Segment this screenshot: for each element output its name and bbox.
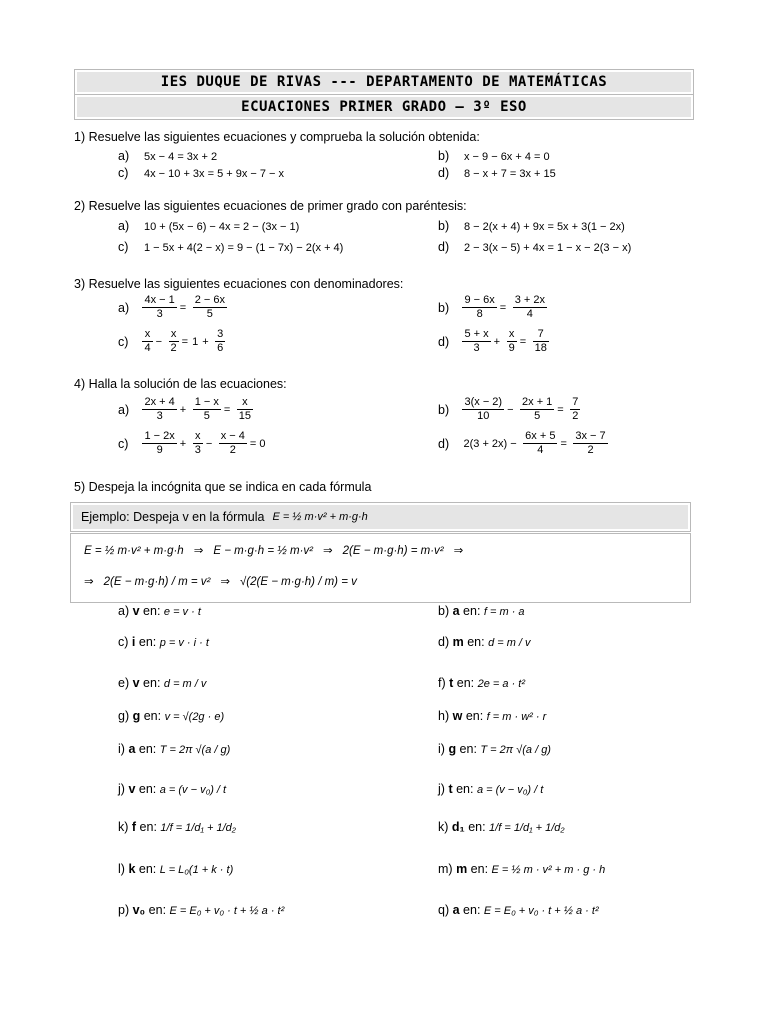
q5-item-h: h) w en: f = m · w² · r <box>438 709 547 723</box>
q5-item-k-d1: k) d₁ en: 1/f = 1/d₁ + 1/d₂ <box>438 820 565 834</box>
q2-item-c: c) 1 − 5x + 4(2 − x) = 9 − (1 − 7x) − 2(x + 4) <box>118 240 344 254</box>
q4-item-d: d) 2(3 + 2x) − $\frac{6x + 5}{4}$ = $\frac{3x - 7}{2}$ <box>438 430 606 456</box>
q5-item-m: m) m en: E = ½ m · v² + m · g · h <box>438 862 606 876</box>
q5-item-j-v: j) v en: a = (v − v₀) / t <box>118 782 227 796</box>
q3-item-a: a) $\frac{4x - 1}{3}$ = $\frac{2 - 6x}{5}$ <box>118 294 225 320</box>
q1-item-a: a) 5x − 4 = 3x + 2 <box>118 149 218 163</box>
question-1-title: 1) Resuelve las siguientes ecuaciones y comprueba la solución obtenida: <box>74 130 480 144</box>
q5-item-p: p) v₀ en: E = E₀ + v₀ · t + ½ a · t² <box>118 903 285 917</box>
q2-item-b: b) 8 − 2(x + 4) + 9x = 5x + 3(1 − 2x) <box>438 219 625 233</box>
question-2-title: 2) Resuelve las siguientes ecuaciones de primer grado con paréntesis: <box>74 199 467 213</box>
q5-item-j-t: j) t en: a = (v − v₀) / t <box>438 782 544 796</box>
example-header: Ejemplo: Despeja v en la fórmula E = ½ m·v² + m·g·h <box>70 502 691 532</box>
q2-item-a: a) 10 + (5x − 6) − 4x = 2 − (3x − 1) <box>118 219 300 233</box>
q3-item-d: d) $\frac{5 + x}{3}$ + $\frac{x}{9}$ = $\frac{7}{18}$ <box>438 328 547 354</box>
q4-item-c: c) $\frac{1 - 2x}{9}$ + $\frac{x}{3}$ − $\frac{x - 4}{2}$ = 0 <box>118 430 266 456</box>
q5-item-q: q) a en: E = E₀ + v₀ · t + ½ a · t² <box>438 903 599 917</box>
q1-item-c: c) 4x − 10 + 3x = 5 + 9x − 7 − x <box>118 166 285 180</box>
q3-item-c: c) $\frac{x}{4}$ − $\frac{x}{2}$ = 1 + $\frac{3}{6}$ <box>118 328 224 354</box>
q1-item-b: b) x − 9 − 6x + 4 = 0 <box>438 149 550 163</box>
q3-item-b: b) $\frac{9 - 6x}{8}$ = $\frac{3 + 2x}{4}$ <box>438 294 545 320</box>
q5-item-g: g) g en: v = √(2g · e) <box>118 709 225 723</box>
example-line-2: ⇒ 2(E − m·g·h) / m = v² ⇒ √(2(E − m·g·h) / m) = v <box>84 576 357 588</box>
q1-item-d: d) 8 − x + 7 = 3x + 15 <box>438 166 556 180</box>
q4-item-a: a) $\frac{2x + 4}{3}$ + $\frac{1 - x}{5}$ = $\frac{x}{15}$ <box>118 396 252 422</box>
q5-item-c: c) i en: p = v · i · t <box>118 635 209 649</box>
q5-item-d: d) m en: d = m / v <box>438 635 531 649</box>
header-topic: ECUACIONES PRIMER GRADO – 3º ESO <box>74 94 694 120</box>
q5-item-l: l) k en: L = L₀(1 + k · t) <box>118 862 234 876</box>
question-3-title: 3) Resuelve las siguientes ecuaciones con denominadores: <box>74 277 404 291</box>
q5-item-f: f) t en: 2e = a · t² <box>438 676 526 690</box>
q5-item-b: b) a en: f = m · a <box>438 604 525 618</box>
q5-item-i-g: i) g en: T = 2π √(a / g) <box>438 742 551 756</box>
q2-item-d: d) 2 − 3(x − 5) + 4x = 1 − x − 2(3 − x) <box>438 240 632 254</box>
q5-item-a: a) v en: e = v · t <box>118 604 201 618</box>
q5-item-e: e) v en: d = m / v <box>118 676 207 690</box>
q5-item-i-a: i) a en: T = 2π √(a / g) <box>118 742 231 756</box>
question-5-title: 5) Despeja la incógnita que se indica en cada fórmula <box>74 480 372 494</box>
question-4-title: 4) Halla la solución de las ecuaciones: <box>74 377 287 391</box>
q5-item-k-f: k) f en: 1/f = 1/d₁ + 1/d₂ <box>118 820 236 834</box>
q4-item-b: b) $\frac{3(x - 2)}{10}$ − $\frac{2x + 1}{5}$ = $\frac{7}{2}$ <box>438 396 579 422</box>
header-school: IES DUQUE DE RIVAS --- DEPARTAMENTO DE MATEMÁTICAS <box>74 69 694 95</box>
example-line-1: E = ½ m·v² + m·g·h ⇒ E − m·g·h = ½ m·v² ⇒ 2(E − m·g·h) = m·v² ⇒ <box>84 545 464 557</box>
